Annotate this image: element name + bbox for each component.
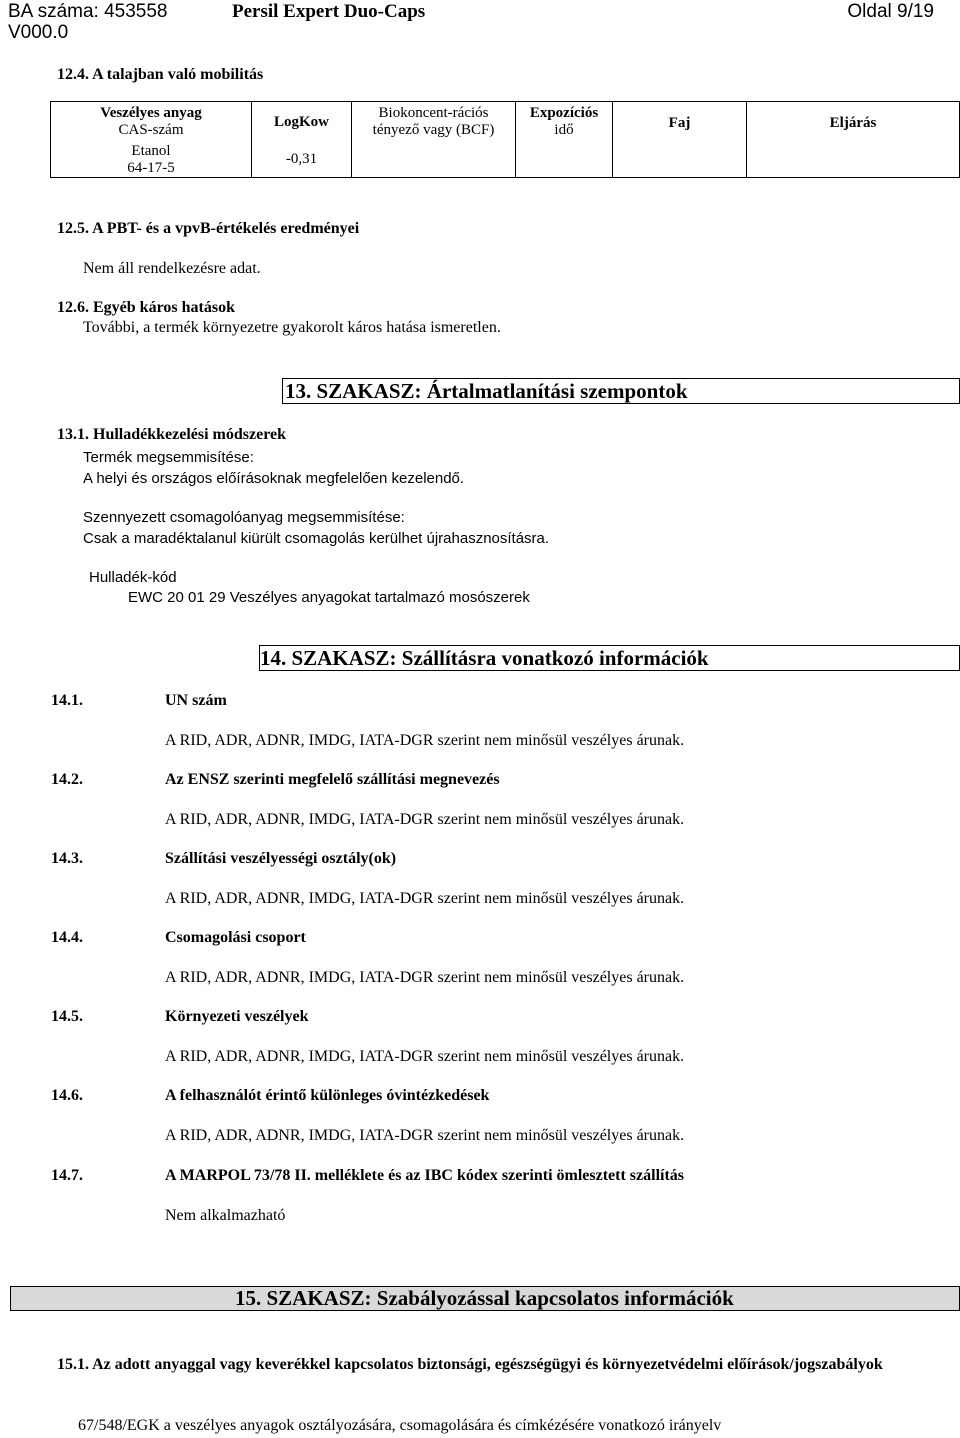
section-14-title: 14. SZAKASZ: Szállításra vonatkozó információk (260, 646, 709, 670)
header-bcf-2: tényező vagy (BCF) (372, 122, 495, 138)
item-14-2-text: A RID, ADR, ADNR, IMDG, IATA-DGR szerint nem minősül veszélyes árunak. (165, 811, 685, 828)
item-14-5-title: Környezeti veszélyek (165, 1008, 309, 1025)
item-14-5-number: 14.5. (51, 1008, 83, 1025)
col-method (747, 102, 960, 178)
substance-name: Etanol (131, 142, 171, 159)
packaging-disposal-label: Szennyezett csomagolóanyag megsemmisítése: (83, 509, 405, 526)
ba-number: BA száma: 453558 (8, 1, 168, 22)
product-disposal-text: A helyi és országos előírásoknak megfelelően kezelendő. (83, 470, 465, 487)
item-14-1-number: 14.1. (51, 692, 83, 709)
item-14-7-number: 14.7. (51, 1167, 83, 1184)
item-14-2-number: 14.2. (51, 771, 83, 788)
substance-cas: 64-17-5 (127, 159, 175, 176)
item-14-6-number: 14.6. (51, 1087, 83, 1104)
header-exposure-2: idő (554, 122, 574, 138)
heading-12-5: 12.5. A PBT- és a vpvB-értékelés eredményei (57, 220, 360, 237)
section-13-title: 13. SZAKASZ: Ártalmatlanítási szempontok (285, 379, 688, 403)
item-14-4-text: A RID, ADR, ADNR, IMDG, IATA-DGR szerint nem minősül veszélyes árunak. (165, 969, 685, 986)
product-title: Persil Expert Duo-Caps (232, 1, 426, 22)
item-14-7-text: Nem alkalmazható (165, 1207, 286, 1224)
col-bcf (352, 102, 516, 178)
heading-13-1: 13.1. Hulladékkezelési módszerek (57, 426, 287, 443)
page-number: Oldal 9/19 (847, 1, 934, 22)
header-exposure-1: Expozíciós (529, 105, 599, 121)
header-species: Faj (668, 115, 691, 131)
heading-12-4: 12.4. A talajban való mobilitás (57, 66, 264, 83)
item-14-7-title: A MARPOL 73/78 II. melléklete és az IBC kódex szerinti ömlesztett szállítás (165, 1167, 685, 1184)
text-12-5: Nem áll rendelkezésre adat. (83, 260, 261, 277)
col-hazardous-substance (51, 102, 252, 143)
col-exposure (516, 102, 613, 178)
item-14-1-title: UN szám (165, 692, 227, 709)
item-14-3-text: A RID, ADR, ADNR, IMDG, IATA-DGR szerint nem minősül veszélyes árunak. (165, 890, 685, 907)
item-14-3-number: 14.3. (51, 850, 83, 867)
col-species (613, 102, 747, 178)
heading-12-6: 12.6. Egyéb káros hatások (57, 299, 235, 316)
item-14-6-title: A felhasználót érintő különleges óvintézkedések (165, 1087, 490, 1104)
waste-code-text: EWC 20 01 29 Veszélyes anyagokat tartalmazó mosószerek (128, 589, 530, 606)
header-method: Eljárás (829, 115, 877, 131)
item-14-6-text: A RID, ADR, ADNR, IMDG, IATA-DGR szerint nem minősül veszélyes árunak. (165, 1127, 685, 1144)
item-14-3-title: Szállítási veszélyességi osztály(ok) (165, 850, 397, 867)
col-logkow (252, 102, 352, 143)
item-14-1-text: A RID, ADR, ADNR, IMDG, IATA-DGR szerint nem minősül veszélyes árunak. (165, 732, 685, 749)
product-disposal-label: Termék megsemmisítése: (83, 449, 254, 466)
item-14-2-title: Az ENSZ szerinti megfelelő szállítási megnevezés (165, 771, 500, 788)
logkow-value: -0,31 (285, 151, 318, 168)
header-bcf-1: Biokoncent-rációs (378, 105, 489, 121)
cell-logkow (252, 143, 352, 178)
item-14-4-number: 14.4. (51, 929, 83, 946)
item-14-5-text: A RID, ADR, ADNR, IMDG, IATA-DGR szerint nem minősül veszélyes árunak. (165, 1048, 685, 1065)
packaging-disposal-text: Csak a maradéktalanul kiürült csomagolás kerülhet újrahasznosításra. (83, 530, 550, 547)
header-logkow: LogKow (273, 113, 329, 130)
directive-text: 67/548/EGK a veszélyes anyagok osztályozására, csomagolására és címkézésére vonatkozó irányelv (78, 1417, 722, 1434)
waste-code-label: Hulladék-kód (89, 569, 177, 586)
heading-15-1: 15.1. Az adott anyaggal vagy keverékkel kapcsolatos biztonsági, egészségügyi és környezetvédelmi előírások/jogszabályok (57, 1356, 883, 1373)
text-12-6: További, a termék környezetre gyakorolt káros hatása ismeretlen. (83, 319, 501, 336)
item-14-4-title: Csomagolási csoport (165, 929, 306, 946)
version: V000.0 (8, 22, 69, 43)
header-hazardous: Veszélyes anyag (100, 105, 202, 122)
mobility-table (50, 101, 960, 178)
header-cas: CAS-szám (118, 122, 184, 139)
cell-substance (51, 143, 252, 178)
section-15-title: 15. SZAKASZ: Szabályozással kapcsolatos információk (235, 1286, 734, 1310)
